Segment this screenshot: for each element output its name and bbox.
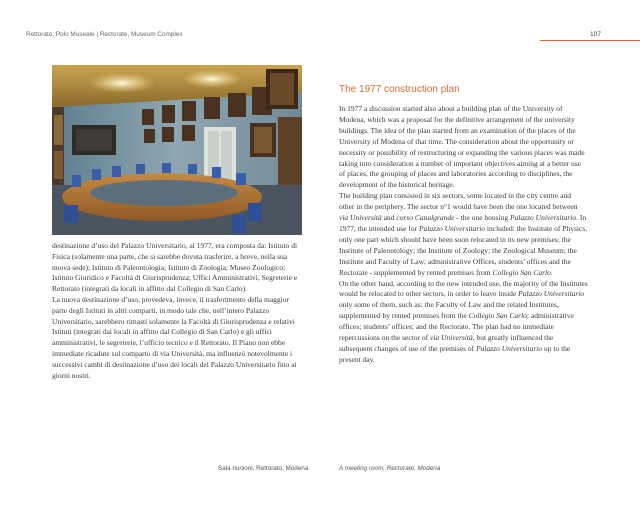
photo-caption-italian: Sala riunioni, Rettorato, Modena bbox=[218, 465, 309, 472]
meeting-room-photo bbox=[52, 65, 302, 235]
italian-paragraph-1: destinazione d’uso del Palazzo Universitario, al 1977, era composta da: Istituto di Fisica (solamente una parte, che si sarebbe dovuta trasferire, a breve, nella sua nuova sede); Istituto di Paleontologia; Istituto di Zoologia; Museo Zoologico; Istituto Giuridico e Facoltà di Giurisprudenza; Uffici Amministrativi, Segreterie e Rettorato (integrati da locali in affitto dal Collegio di San Carlo). bbox=[52, 241, 298, 294]
english-paragraph-1: In 1977 a discussion started also about a building plan of the University of Modena, which was a proposal for the definitive arrangement of the university buildings. The idea of the plan started from an examination of the places of the University of Modena of that time. The consideration about the opportunity or necessity or possibility of restructuring or expanding the various places was made taking into consideration a number of important objectives aiming at a better use of places, the grouping of places and laboratories according to disciplines, the development of the historical heritage. bbox=[339, 104, 585, 190]
english-text-column bbox=[339, 104, 588, 366]
english-paragraph-2: The building plan consisted in six sectors, some located in the city centre and other in the periphery. The sector n°1 would have been the one located between via Università and corso Canalgrande - the one housing Palazzo Universitario. In 1977, the intended use for Palazzo Universitario included: the Institute of Physics, only one part which should have been soon relocated in its new premises; the Institute of Paleontology; the Institute of Zoology; the Zoological Museum; the Institute and Faculty of Law; administrative Offices, students’ offices and the Rectorate - supplemented by rented premises from Collegio San Carlo. bbox=[339, 191, 588, 277]
photo-caption-english: A meeting room, Rectorate, Modena bbox=[339, 465, 441, 472]
english-paragraph-3: On the other hand, according to the new intended use, the majority of the Institutes would be relocated to other sectors, in order to leave inside Palazzo Universitario only some of them, such as: the Faculty of Law and the related Institutes, supplemented by rented premises from the Collegio San Carlo; administrative offices; students’ offices; and the Rectorate. The plan had no immediate repercussions on the sector of via Università, but greatly influenced the subsequent changes of use of the premises of Palazzo Universitario up to the present day. bbox=[339, 278, 588, 364]
running-header: Rettorato, Polo Museale | Rectorate, Museum Complex bbox=[26, 31, 183, 38]
italian-text-column bbox=[52, 241, 304, 381]
meeting-room-illustration bbox=[52, 65, 302, 235]
page-number: 107 bbox=[590, 31, 602, 38]
section-title: The 1977 construction plan bbox=[339, 84, 460, 95]
italian-paragraph-2: La nuova destinazione d’uso, prevedeva, invece, il trasferimento della maggior parte degli Istituti in altri comparti, in modo tale che, nell’intero Palazzo Universitario, sarebbero rimasti solamente la Facoltà di Giurisprudenza e relativi Istituti (integrati dai locali in affitto dal Collegio di San Carlo) e gli uffici amministrativi, le segreterie, l’ufficio tecnico e il Rettorato. Il Piano non ebbe immediate ricadute sul comparto di via Università, ma influenzò notevolmente i successivi cambi di destinazione d’uso dei locali del Palazzo Universitario fino ai giorni nostri. bbox=[52, 294, 297, 380]
header-rule bbox=[540, 40, 640, 41]
